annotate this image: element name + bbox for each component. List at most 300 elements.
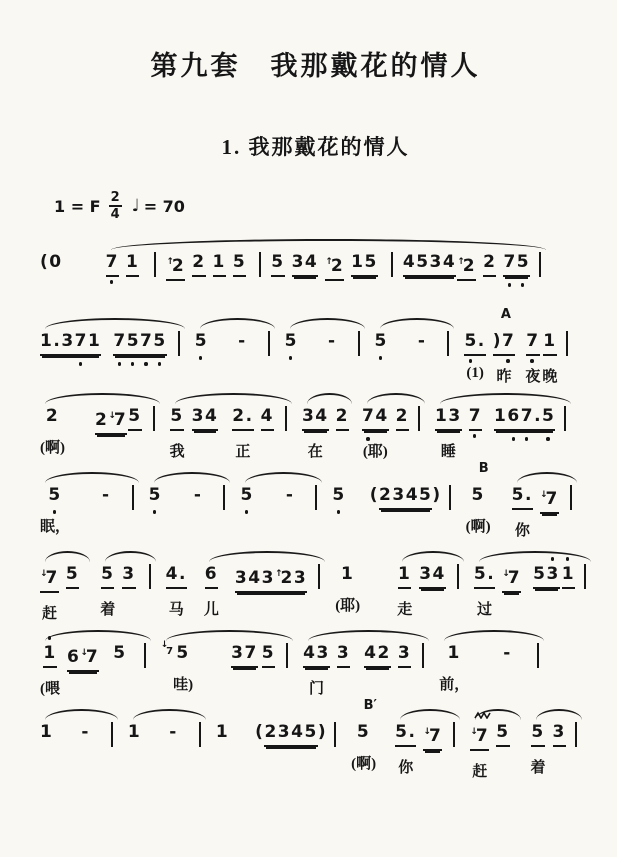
note-digit: 3	[191, 406, 205, 426]
note-row	[240, 485, 327, 540]
note	[398, 643, 411, 698]
note	[204, 564, 219, 619]
note-text	[216, 722, 229, 743]
note-digit: 5	[416, 252, 430, 272]
note	[332, 485, 345, 536]
note-text	[106, 252, 119, 277]
lyric: 正	[235, 444, 251, 460]
note	[160, 640, 174, 690]
note	[122, 564, 135, 619]
note-text	[332, 485, 345, 506]
note	[503, 252, 530, 307]
note-row	[40, 564, 95, 623]
note-digit: 7	[244, 643, 258, 663]
slur-arc	[45, 472, 139, 483]
barline-mark	[153, 406, 155, 431]
note-group	[285, 318, 370, 386]
barline	[256, 252, 264, 307]
note-group	[40, 393, 165, 465]
score-system	[40, 393, 591, 465]
note-digit: 7	[166, 646, 174, 657]
note	[435, 406, 462, 461]
note	[255, 722, 264, 773]
octave-dot-high	[48, 636, 52, 640]
pitch-down-arrow-icon: ↓	[80, 648, 88, 658]
note	[166, 564, 187, 619]
note-digit: 5	[113, 643, 127, 663]
barline-mark	[285, 406, 287, 431]
lyric: 眠，	[40, 519, 71, 535]
slur-arc	[367, 393, 425, 404]
note-text	[543, 331, 556, 356]
note-digit: (	[369, 485, 380, 505]
note	[379, 485, 432, 540]
note-digit: .	[534, 406, 543, 426]
note-text	[113, 643, 126, 664]
note-text	[271, 252, 284, 277]
note-digit: 2	[264, 722, 278, 742]
note	[395, 722, 416, 777]
slur-spacer	[337, 472, 455, 483]
note-row	[166, 564, 199, 619]
note-digit: 5	[149, 485, 162, 506]
note-text	[113, 331, 166, 356]
note-digit: 5	[464, 331, 477, 352]
octave-dot-low	[289, 356, 293, 360]
note-text	[540, 485, 559, 514]
barline	[388, 252, 396, 307]
note-digit: 1	[127, 722, 142, 742]
note-digit: 3	[552, 722, 566, 742]
note-digit: 3	[392, 485, 406, 505]
note-digit: 7	[507, 568, 522, 588]
note-digit: 4	[402, 252, 417, 272]
lyric: 你	[398, 760, 414, 776]
lyric: 在	[307, 444, 323, 460]
octave-dot-low	[379, 356, 383, 360]
barline	[196, 722, 204, 777]
note-digit: 7	[113, 410, 128, 430]
note-text	[503, 252, 530, 277]
note-row	[149, 485, 236, 540]
note-text	[48, 485, 61, 506]
note	[128, 406, 141, 461]
note-group	[106, 239, 552, 311]
note-digit: 4	[304, 252, 319, 272]
note	[292, 252, 319, 307]
score-system	[40, 551, 591, 623]
note	[483, 252, 496, 307]
note	[170, 406, 185, 461]
note	[285, 331, 298, 382]
note-digit: 4	[405, 485, 420, 505]
lyric: 晚	[542, 369, 558, 385]
note-text	[448, 643, 461, 664]
slur-arc	[175, 393, 292, 404]
slur-spacer	[45, 239, 96, 250]
lyric: 着	[100, 602, 116, 618]
octave-dot-low	[469, 359, 473, 363]
note-text	[285, 331, 298, 352]
note-digit: 1	[435, 406, 449, 426]
lyric: (耶)	[335, 598, 361, 614]
note-row	[464, 331, 578, 386]
note-text	[195, 331, 208, 352]
key-signature-line	[54, 191, 591, 221]
note	[470, 722, 489, 781]
note-group	[395, 709, 465, 781]
note-digit: 5	[496, 722, 510, 742]
note-text	[303, 643, 330, 668]
barline-mark	[584, 564, 586, 589]
octave-dot-low	[525, 437, 529, 441]
note-row	[466, 485, 507, 536]
barline-mark	[539, 252, 541, 277]
octave-dot-low	[245, 510, 249, 514]
note	[192, 406, 219, 461]
note-group	[470, 709, 525, 781]
note-text	[502, 564, 521, 593]
note-text	[357, 722, 370, 743]
note-text	[336, 406, 349, 431]
note-digit: 2	[379, 485, 393, 505]
note-text	[496, 722, 509, 747]
note-digit: 4	[291, 722, 305, 742]
slur-arc	[200, 318, 275, 329]
note-text	[238, 331, 247, 352]
note-row	[512, 485, 582, 544]
note	[40, 722, 53, 773]
note-row	[474, 564, 596, 623]
note-text	[233, 252, 246, 277]
note-digit: (	[255, 722, 265, 742]
note	[318, 722, 327, 773]
note-digit: 5	[356, 722, 371, 742]
octave-dot-low	[337, 510, 341, 514]
note-digit: 5	[304, 722, 318, 742]
note-text	[364, 643, 391, 668]
note-text	[337, 643, 350, 668]
note	[40, 485, 70, 536]
note-digit: )	[317, 722, 328, 742]
note-digit: 4	[260, 406, 274, 426]
note-text	[261, 406, 274, 431]
note	[464, 331, 485, 386]
note	[336, 406, 349, 461]
note-digit: 2	[330, 256, 345, 276]
lyric: 你	[514, 523, 530, 539]
note-digit: 7	[140, 331, 153, 352]
barline	[265, 331, 273, 386]
note-digit: .	[525, 485, 533, 505]
octave-dot-low	[131, 362, 135, 366]
note-digit: .	[477, 331, 486, 351]
lyric: 赶	[41, 606, 57, 622]
note	[40, 643, 60, 698]
note	[542, 331, 557, 386]
barline-mark	[132, 485, 134, 510]
note	[403, 252, 456, 307]
slur-arc	[166, 630, 294, 641]
note-text	[170, 406, 183, 431]
note-row	[204, 564, 330, 623]
note-digit: 4	[303, 643, 317, 663]
note-digit: 5	[395, 722, 409, 742]
barline	[567, 485, 575, 540]
note-digit: 2	[483, 252, 497, 272]
note-digit: 2	[377, 643, 391, 663]
note-digit: 1	[447, 643, 461, 663]
note-digit: 7	[526, 331, 539, 352]
note	[457, 252, 476, 311]
pitch-up-arrow-icon: ↑	[166, 257, 174, 267]
pitch-down-arrow-icon: ↓	[423, 727, 431, 737]
barline	[141, 643, 149, 698]
pitch-down-arrow-icon: ↓	[40, 569, 48, 579]
note	[362, 406, 389, 461]
slur-arc	[154, 472, 231, 483]
lyric: (耶)	[362, 444, 388, 460]
barline-mark	[537, 643, 539, 668]
note-digit: 5	[364, 252, 378, 272]
barline	[581, 564, 589, 619]
slur-arc	[105, 551, 155, 562]
note-digit: 5	[232, 252, 247, 272]
barline	[419, 643, 427, 698]
note-group	[204, 551, 330, 623]
octave-dot-low	[53, 510, 57, 514]
note-text	[318, 722, 327, 743]
note-digit: 3	[231, 643, 245, 663]
tempo-value: = 70	[143, 196, 185, 216]
slur-arc	[400, 709, 460, 720]
note	[261, 406, 274, 461]
note	[231, 643, 258, 698]
barline	[315, 564, 323, 619]
note-digit: 1	[398, 564, 412, 584]
note-text	[419, 564, 446, 589]
note	[128, 722, 141, 773]
octave-dot-low	[366, 437, 370, 441]
note-row	[170, 406, 297, 461]
note-text	[194, 485, 203, 506]
tempo-note-icon: ♩	[131, 196, 140, 216]
barline	[129, 485, 137, 540]
note	[169, 722, 178, 773]
note-digit: 1	[43, 643, 56, 664]
section-label: B′	[363, 698, 377, 713]
note-row	[531, 722, 587, 777]
note-text	[341, 564, 354, 585]
note-digit: 5	[176, 643, 190, 663]
note	[286, 485, 295, 536]
note	[113, 643, 126, 694]
barline	[175, 331, 183, 386]
note-digit: )	[492, 331, 503, 351]
note-text	[503, 643, 512, 664]
note-text	[46, 406, 59, 427]
barline-mark	[268, 331, 270, 356]
slur-arc	[380, 318, 455, 329]
note-row	[106, 252, 552, 311]
note-group	[128, 709, 211, 777]
note-digit: -	[327, 331, 337, 351]
octave-dot-low	[118, 362, 122, 366]
note-group	[40, 472, 144, 540]
note-text	[483, 252, 496, 277]
note-text	[176, 643, 189, 664]
slur-spacer	[340, 551, 387, 562]
note-text	[403, 252, 456, 277]
note-text	[264, 722, 317, 747]
octave-dot-low	[521, 283, 525, 287]
time-signature-bottom: 4	[110, 207, 120, 222]
note-text	[464, 331, 485, 356]
note	[474, 564, 495, 619]
slur-arc	[479, 551, 591, 562]
note-text	[512, 485, 533, 510]
note	[364, 643, 391, 698]
note-digit: 4	[364, 643, 378, 663]
note-row	[375, 331, 460, 386]
note-group	[435, 393, 576, 461]
slur-arc	[133, 709, 206, 720]
note-group	[40, 709, 123, 777]
note-row	[285, 331, 370, 386]
note-text	[553, 722, 566, 747]
note-digit: 7	[75, 331, 88, 352]
note-digit: 3	[448, 406, 462, 426]
note-text	[370, 485, 379, 506]
note-digit: 5	[101, 564, 115, 584]
note-digit: 7	[428, 726, 443, 746]
note-digit: 3	[301, 406, 316, 426]
note	[531, 722, 546, 777]
barline	[282, 406, 290, 461]
note	[303, 643, 330, 698]
note-group	[166, 551, 199, 619]
note-text	[192, 406, 219, 431]
lyric: (1)	[466, 365, 484, 381]
note-digit: 1	[562, 564, 575, 585]
note-digit: 1	[40, 331, 54, 351]
note-digit: 7	[45, 568, 59, 588]
note-row	[395, 722, 465, 781]
note-digit: 5	[261, 643, 276, 663]
note-digit: 4	[432, 564, 446, 584]
score-system	[40, 630, 591, 702]
note-group	[161, 630, 299, 698]
score-system	[40, 239, 591, 311]
note-digit: 1	[125, 252, 140, 272]
note	[195, 331, 208, 382]
note-text	[494, 406, 555, 431]
note-row	[40, 643, 156, 702]
note-group	[335, 551, 392, 615]
slur-arc	[517, 472, 577, 483]
note-digit: 7	[503, 252, 516, 273]
lyric: 着	[530, 760, 546, 776]
barline-mark	[457, 564, 459, 589]
note-digit: 2	[462, 256, 477, 276]
note-digit: 1	[341, 564, 355, 584]
note	[271, 252, 284, 307]
barline	[446, 485, 454, 540]
note	[494, 406, 555, 461]
note	[102, 485, 111, 536]
note	[423, 722, 442, 781]
barline-mark	[286, 643, 288, 668]
note-text	[232, 406, 253, 431]
note	[40, 331, 101, 386]
note	[466, 485, 491, 536]
barline	[150, 406, 158, 461]
slur-arc	[45, 709, 118, 720]
note	[418, 331, 427, 382]
octave-dot-low	[506, 359, 510, 363]
note-digit: 3	[261, 568, 275, 588]
note	[337, 643, 350, 698]
note-row	[216, 722, 346, 777]
note-digit: 5	[240, 485, 253, 506]
note-text	[457, 252, 476, 281]
lyric: 过	[477, 602, 493, 618]
note-digit: 3	[61, 331, 75, 351]
slur-arc	[308, 630, 429, 641]
lyric: 儿	[203, 602, 219, 618]
slur-spacer	[221, 709, 341, 720]
note-digit: 4	[315, 406, 329, 426]
octave-dot-low	[530, 359, 534, 363]
note	[66, 564, 79, 619]
note-text	[398, 643, 411, 668]
note-digit: 5	[285, 331, 298, 352]
octave-dot-low	[512, 437, 516, 441]
note-row	[302, 406, 357, 461]
note-text	[205, 564, 218, 589]
note-group	[100, 551, 160, 619]
barline	[415, 406, 423, 461]
octave-dot-low	[158, 362, 162, 366]
score-system	[40, 307, 591, 386]
octave-dot-low	[508, 283, 512, 287]
note-text	[166, 564, 187, 589]
note-text	[531, 722, 544, 747]
note-digit: 1	[215, 722, 230, 742]
note-digit: 3	[234, 568, 249, 588]
note-text	[435, 406, 462, 431]
barline-mark	[149, 564, 151, 589]
note-digit: .	[178, 564, 187, 584]
note	[264, 722, 317, 777]
pitch-down-arrow-icon: ↓	[108, 411, 116, 421]
note-text	[328, 331, 337, 352]
note-digit: 7	[469, 406, 482, 427]
note	[328, 331, 337, 382]
slur-spacer	[469, 318, 573, 329]
note-digit: 5	[473, 564, 488, 584]
note-digit: 5	[128, 406, 142, 426]
score-system	[40, 698, 591, 781]
note-text	[474, 564, 495, 589]
lyric: 门	[308, 681, 324, 697]
note-digit: -	[81, 722, 90, 742]
barline	[572, 722, 580, 777]
note-row	[40, 406, 165, 465]
note	[540, 485, 559, 544]
octave-dot-low	[110, 280, 114, 284]
note-text	[286, 485, 295, 506]
